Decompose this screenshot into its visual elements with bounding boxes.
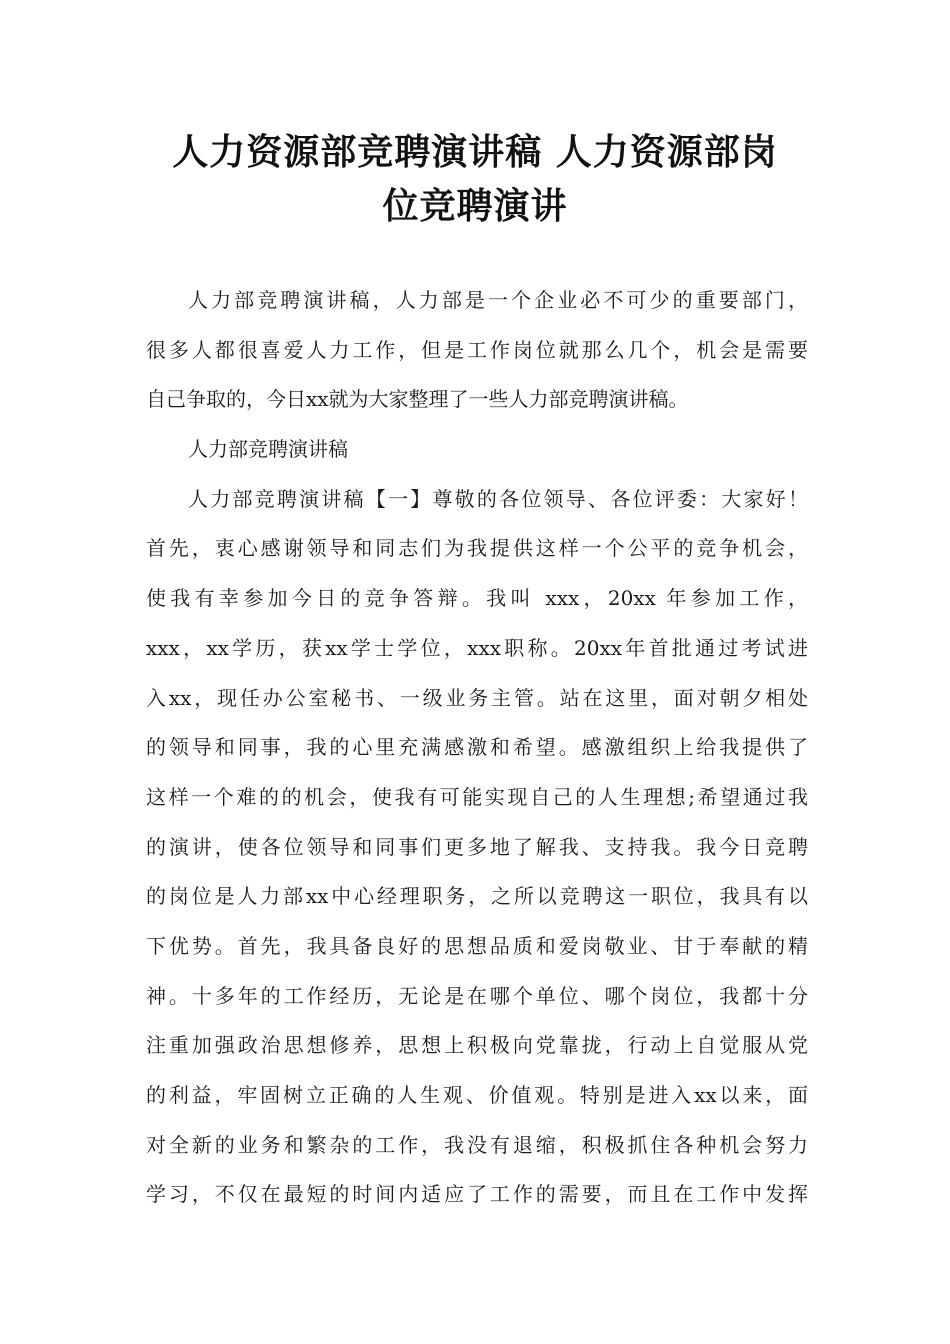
body-text-line: 首先，衷心感谢领导和同志们为我提供这样一个公平的竞争机会， [146, 536, 808, 561]
body-text-line: 的领导和同事，我的心里充满感激和希望。感激组织上给我提供了 [146, 735, 808, 760]
body-text-line: 这样一个难的的机会，使我有可能实现自己的人生理想;希望通过我 [146, 784, 808, 809]
body-text-line: 人力部竞聘演讲稿，人力部是一个企业必不可少的重要部门， [188, 288, 808, 312]
body-text-line: 的利益，牢固树立正确的人生观、价值观。特别是进入xx以来，面 [146, 1083, 808, 1107]
body-text-line: 入xx，现任办公室秘书、一级业务主管。站在这里，面对朝夕相处 [146, 685, 808, 710]
body-text-line: 自己争取的，今日xx就为大家整理了一些人力部竞聘演讲稿。 [146, 387, 689, 412]
document-title [120, 126, 830, 234]
body-text-line: 对全新的业务和繁杂的工作，我没有退缩，积极抓住各种机会努力 [146, 1132, 808, 1157]
body-text-line: 很多人都很喜爱人力工作，但是工作岗位就那么几个，机会是需要 [146, 337, 808, 362]
body-text-line: 人力部竞聘演讲稿【一】尊敬的各位领导、各位评委：大家好！ [188, 486, 808, 511]
document-body [146, 276, 808, 1220]
body-text-line: 的岗位是人力部xx中心经理职务，之所以竞聘这一职位，我具有以 [146, 884, 808, 909]
title-line-1: 人力资源部竞聘演讲稿 人力资源部岗 [172, 132, 778, 173]
body-text-line: 注重加强政治思想修养，思想上积极向党靠拢，行动上自觉服从党 [146, 1033, 808, 1058]
body-text-line: 下优势。首先，我具备良好的思想品质和爱岗敬业、甘于奉献的精 [146, 933, 808, 958]
body-text-line: 神。十多年的工作经历，无论是在哪个单位、哪个岗位，我都十分 [146, 983, 808, 1008]
body-text-line: 学习，不仅在最短的时间内适应了工作的需要，而且在工作中发挥 [146, 1182, 808, 1207]
body-text-line: 人力部竞聘演讲稿 [188, 437, 348, 462]
body-text-line: xxx，xx学历，获xx学士学位，xxx职称。20xx年首批通过考试进 [146, 635, 808, 660]
body-text-line: 的演讲，使各位领导和同事们更多地了解我、支持我。我今日竞聘 [146, 834, 808, 859]
title-line-2: 位竞聘演讲 [382, 186, 568, 227]
body-text-line: 使我有幸参加今日的竞争答辩。我叫 xxx，20xx 年参加工作， [146, 586, 808, 611]
